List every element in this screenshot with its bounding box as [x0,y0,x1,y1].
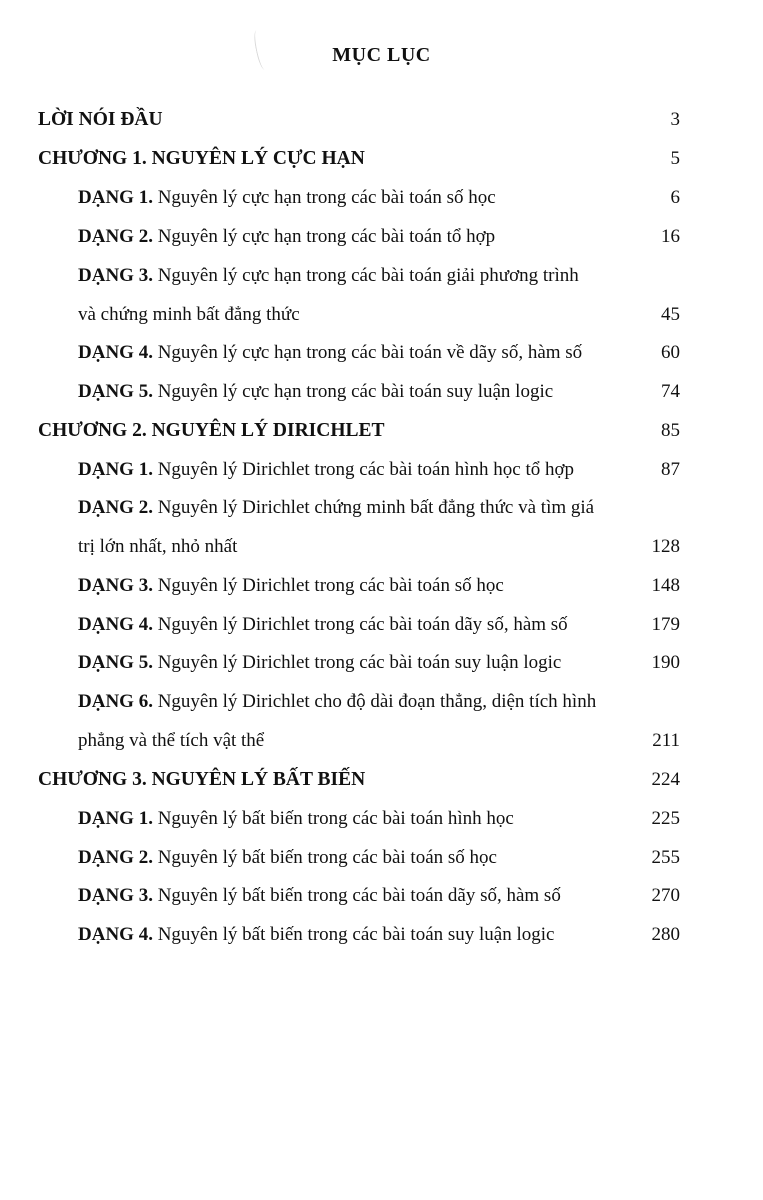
section-label: DẠNG 4. [78,342,153,363]
toc-section-row [78,496,594,520]
page-number: 280 [651,924,680,945]
toc-chapter-row [38,419,385,443]
section-title: Nguyên lý cực hạn trong các bài toán suy luận logic [157,381,554,402]
page-number: 148 [651,575,680,596]
chapter-title: CHƯƠNG 1. NGUYÊN LÝ CỰC HẠN [38,148,365,169]
section-title: Nguyên lý Dirichlet trong các bài toán suy luận logic [157,652,562,673]
page-number: 85 [661,420,680,441]
section-label: DẠNG 1. [78,808,153,829]
toc-chapter-row [38,108,163,132]
page-number: 6 [670,187,680,208]
page-title: MỤC LỤC [332,44,431,66]
toc-section-row [78,807,514,831]
section-title: Nguyên lý cực hạn trong các bài toán số học [157,187,496,208]
page-number: 74 [661,381,680,402]
section-label: DẠNG 3. [78,885,153,906]
section-title: Nguyên lý Dirichlet trong các bài toán số học [157,575,504,596]
page-number: 255 [651,847,680,868]
toc-section-row [78,225,495,249]
section-label: DẠNG 1. [78,459,153,480]
toc-section-row [78,458,574,482]
toc-section-row [78,923,555,947]
chapter-title: CHƯƠNG 2. NGUYÊN LÝ DIRICHLET [38,420,385,441]
page-number: 190 [651,652,680,673]
toc-section-row [78,574,504,598]
page-number: 211 [652,730,680,751]
section-label: DẠNG 5. [78,652,153,673]
section-label: DẠNG 3. [78,265,153,286]
toc-section-row [78,380,553,404]
page-number: 16 [661,226,680,247]
section-label: DẠNG 3. [78,575,153,596]
section-label: DẠNG 2. [78,847,153,868]
section-title: Nguyên lý cực hạn trong các bài toán giải phương trình [157,265,579,286]
section-title: Nguyên lý cực hạn trong các bài toán tổ hợp [157,226,496,247]
page-number: 224 [651,769,680,790]
toc-section-row [78,690,596,714]
page-number: 5 [670,148,680,169]
section-title: Nguyên lý bất biến trong các bài toán suy luận logic [157,924,555,945]
chapter-title: CHƯƠNG 3. NGUYÊN LÝ BẤT BIẾN [38,769,366,790]
page-number: 87 [661,459,680,480]
section-title-continuation: và chứng minh bất đẳng thức [78,304,300,325]
toc-chapter-row [38,768,365,792]
toc-section-row [78,264,579,288]
toc-section-row [78,341,582,365]
page-number: 3 [670,109,680,130]
toc-section-row [78,846,497,870]
section-title: Nguyên lý Dirichlet cho độ dài đoạn thẳng, diện tích hình [157,691,597,712]
section-title: Nguyên lý bất biến trong các bài toán số học [157,847,497,868]
section-title: Nguyên lý cực hạn trong các bài toán về dãy số, hàm số [157,342,583,363]
section-title: Nguyên lý Dirichlet trong các bài toán dãy số, hàm số [157,614,568,635]
page-number: 60 [661,342,680,363]
section-label: DẠNG 6. [78,691,153,712]
section-title-continuation: phẳng và thể tích vật thể [78,730,265,751]
toc-section-row [78,613,568,637]
page-number: 179 [651,614,680,635]
page-number: 128 [651,536,680,557]
section-title: Nguyên lý bất biến trong các bài toán dãy số, hàm số [157,885,561,906]
page-number: 270 [651,885,680,906]
toc-section-row [78,186,496,210]
section-label: DẠNG 4. [78,614,153,635]
section-label: DẠNG 2. [78,497,153,518]
section-label: DẠNG 1. [78,187,153,208]
section-title: Nguyên lý Dirichlet chứng minh bất đẳng thức và tìm giá [157,497,595,518]
toc-section-row [78,884,561,908]
section-title: Nguyên lý bất biến trong các bài toán hình học [157,808,514,829]
chapter-title: LỜI NÓI ĐẦU [38,109,163,130]
section-label: DẠNG 2. [78,226,153,247]
section-title: Nguyên lý Dirichlet trong các bài toán hình học tổ hợp [157,459,575,480]
section-title-continuation: trị lớn nhất, nhỏ nhất [78,536,238,557]
toc-section-row [78,651,561,675]
page-number: 45 [661,304,680,325]
section-label: DẠNG 4. [78,924,153,945]
toc-chapter-row [38,147,365,171]
page-number: 225 [651,808,680,829]
section-label: DẠNG 5. [78,381,153,402]
